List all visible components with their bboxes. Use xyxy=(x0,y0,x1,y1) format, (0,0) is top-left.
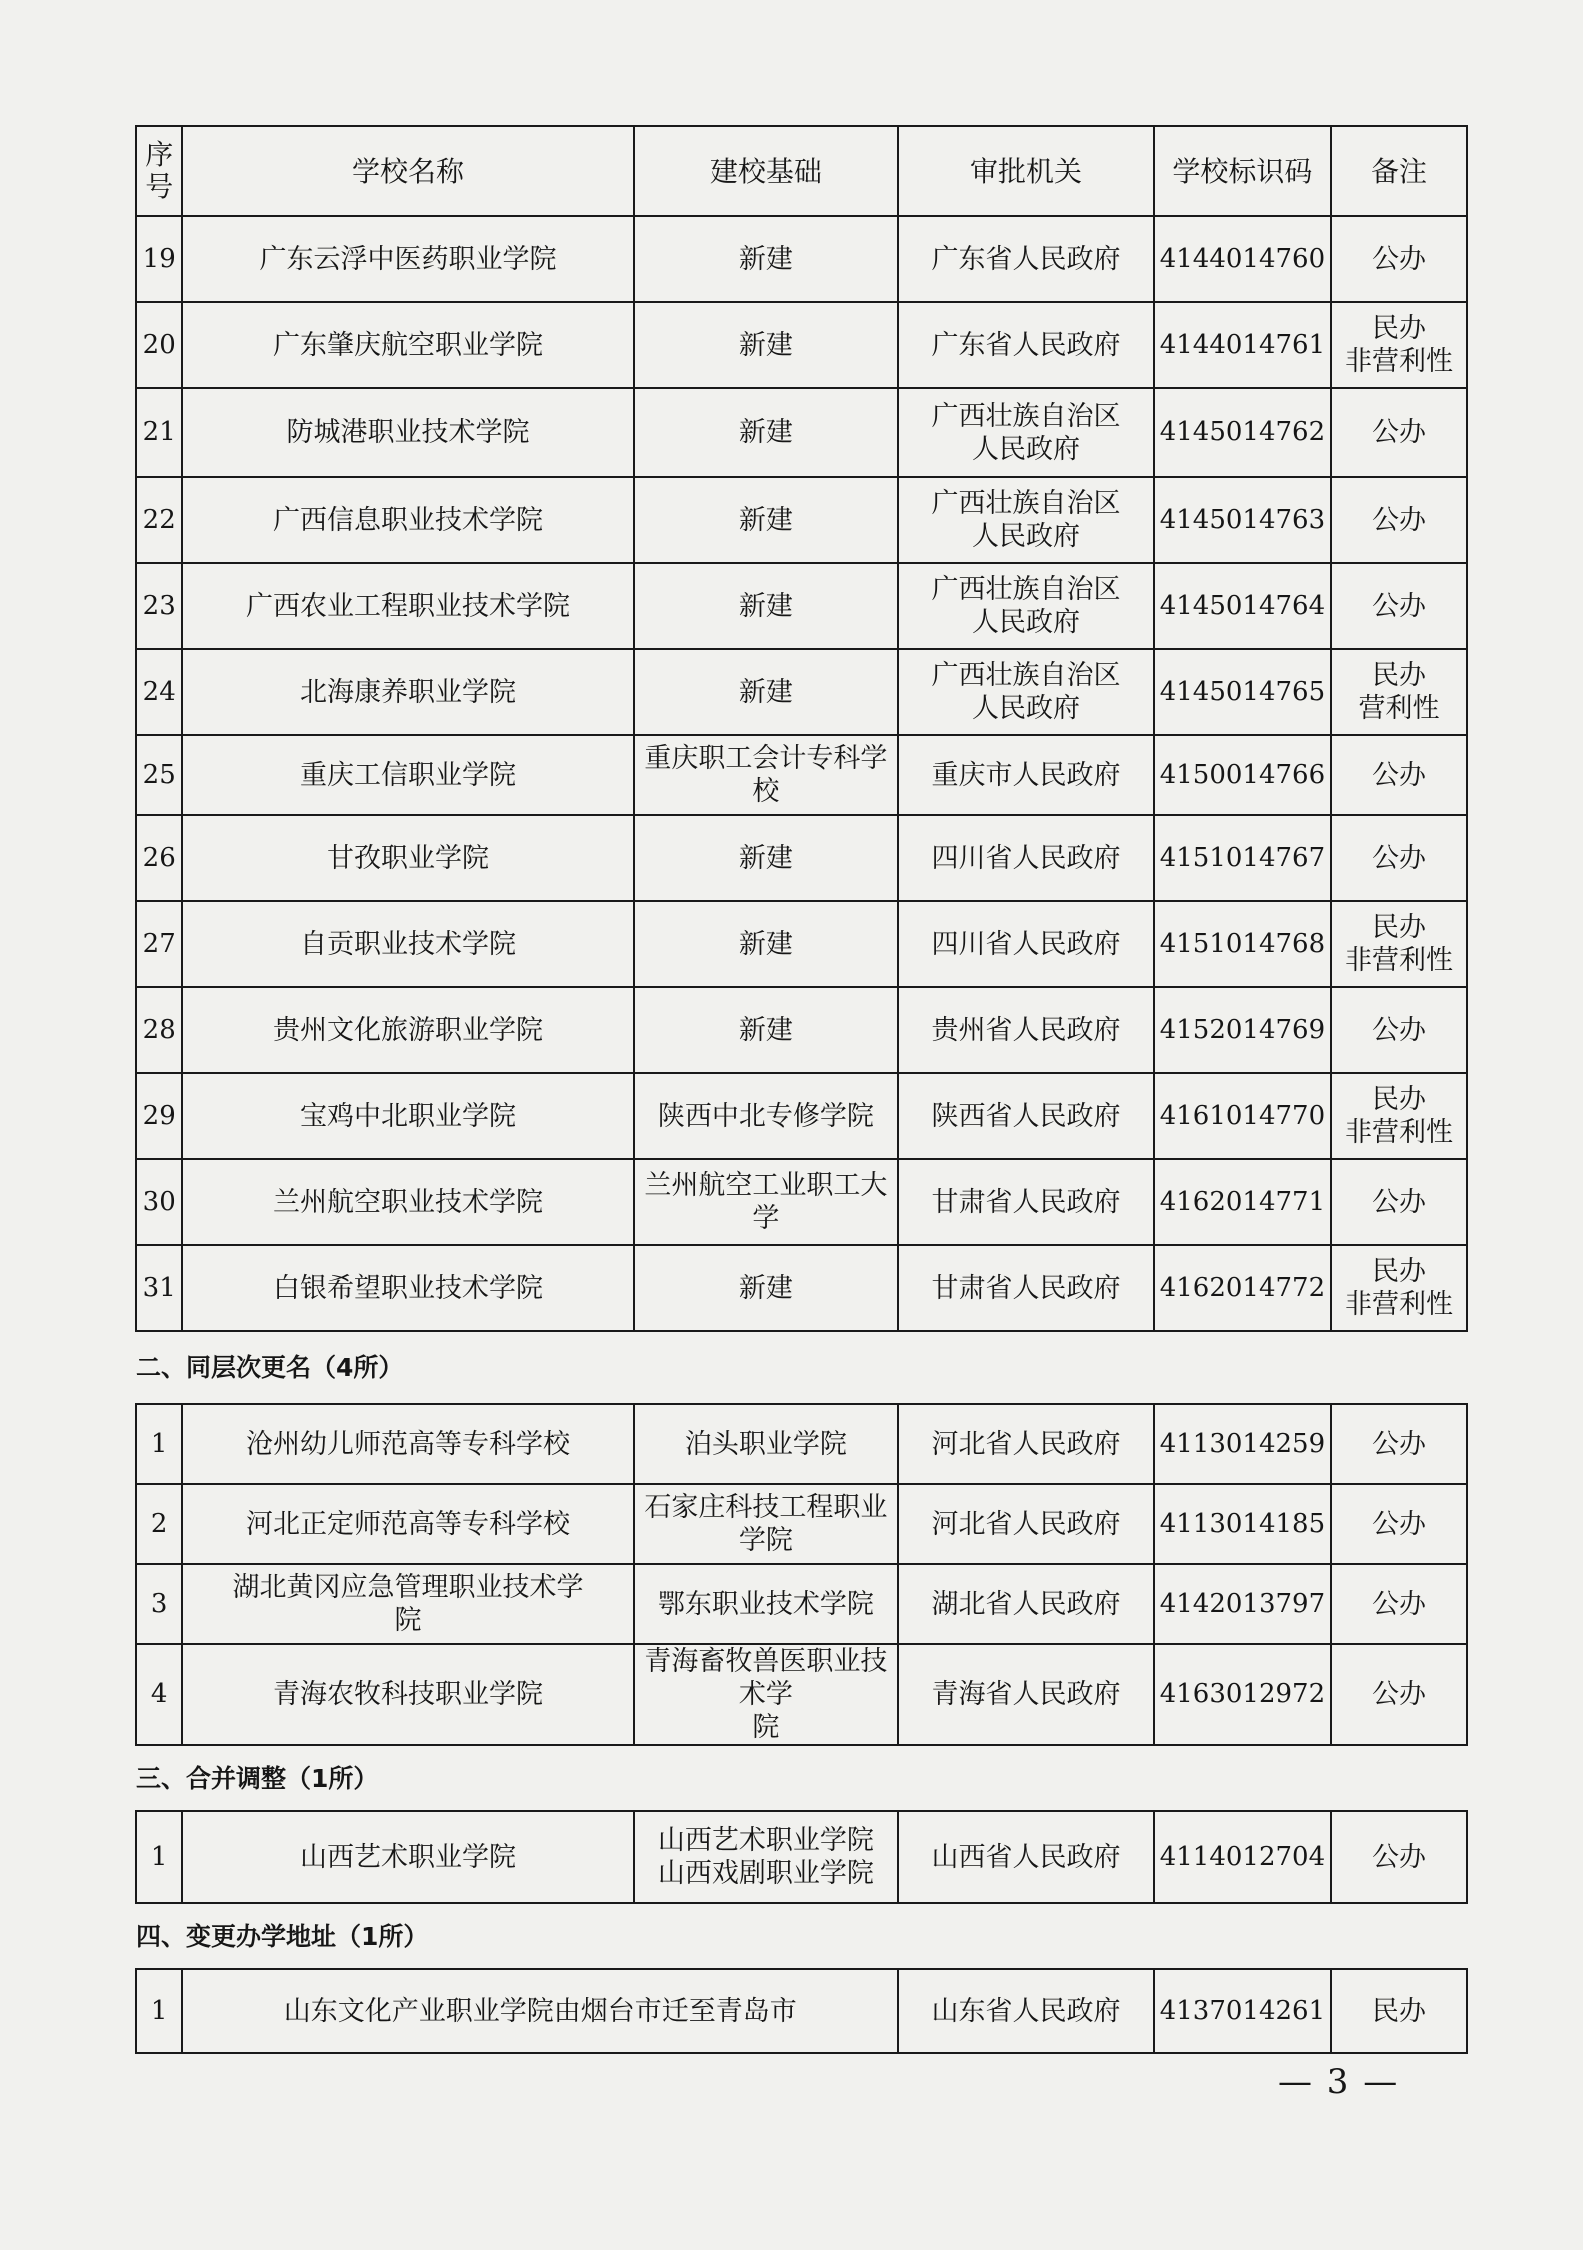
remark-cell-line: 公办 xyxy=(1371,759,1426,791)
remark-cell xyxy=(1331,302,1467,388)
seq-cell: 22 xyxy=(136,477,182,563)
remark-cell xyxy=(1331,563,1467,649)
seq-cell: 21 xyxy=(136,388,182,477)
basis-cell: 新建 xyxy=(634,216,898,302)
authority-cell-line: 人民政府 xyxy=(972,433,1080,465)
authority-cell: 山东省人民政府 xyxy=(898,1969,1154,2053)
section-title: 四、变更办学地址（1所） xyxy=(136,1903,1467,1969)
table-row xyxy=(136,1245,1467,1331)
remark-cell: 公办 xyxy=(1331,1404,1467,1484)
table-row xyxy=(136,302,1467,388)
authority-cell-line: 重庆市人民政府 xyxy=(931,759,1121,791)
change-content-cell: 山东文化产业职业学院由烟台市迁至青岛市 xyxy=(182,1969,898,2053)
section-title: 二、同层次更名（4所） xyxy=(136,1331,1467,1404)
code-cell: 4152014769 xyxy=(1154,987,1331,1073)
code-cell: 4145014765 xyxy=(1154,649,1331,735)
school-name-cell xyxy=(182,1644,633,1745)
school-name-cell: 自贡职业技术学院 xyxy=(182,901,633,987)
code-cell: 4151014768 xyxy=(1154,901,1331,987)
remark-cell xyxy=(1331,815,1467,901)
code-cell: 4142013797 xyxy=(1154,1564,1331,1644)
authority-cell: 河北省人民政府 xyxy=(898,1404,1154,1484)
remark-cell xyxy=(1331,477,1467,563)
authority-cell-line: 四川省人民政府 xyxy=(931,928,1121,960)
remark-cell-line: 营利性 xyxy=(1358,693,1440,724)
school-table xyxy=(135,125,1468,2054)
school-name-cell: 白银希望职业技术学院 xyxy=(182,1245,633,1331)
remark-cell-line: 公办 xyxy=(1371,417,1426,448)
seq-cell: 31 xyxy=(136,1245,182,1331)
authority-cell xyxy=(898,901,1154,987)
header-basis: 建校基础 xyxy=(634,126,898,216)
table-row xyxy=(136,1969,1467,2053)
basis-cell xyxy=(634,1404,898,1484)
remark-cell-line: 非营利性 xyxy=(1344,346,1453,377)
seq-cell: 20 xyxy=(136,302,182,388)
authority-cell xyxy=(898,1159,1154,1245)
section-row xyxy=(136,1331,1467,1404)
remark-cell xyxy=(1331,1159,1467,1245)
basis-cell-line: 山西艺术职业学院 xyxy=(657,1825,874,1856)
remark-cell-line: 民办 xyxy=(1371,1256,1426,1287)
authority-cell-line: 广西壮族自治区 xyxy=(931,400,1121,432)
remark-cell-line: 公办 xyxy=(1371,1014,1426,1046)
basis-cell: 新建 xyxy=(634,901,898,987)
school-name-cell-line: 沧州幼儿师范高等专科学校 xyxy=(246,1428,571,1460)
authority-cell xyxy=(898,815,1154,901)
remark-cell-line: 公办 xyxy=(1371,1186,1426,1218)
table-row xyxy=(136,901,1467,987)
seq-cell: 3 xyxy=(136,1564,182,1644)
table-row xyxy=(136,477,1467,563)
school-name-cell: 贵州文化旅游职业学院 xyxy=(182,987,633,1073)
school-name-cell: 山西艺术职业学院 xyxy=(182,1811,633,1903)
remark-cell-line: 民办 xyxy=(1371,1084,1426,1115)
basis-cell: 新建 xyxy=(634,477,898,563)
remark-cell xyxy=(1331,735,1467,815)
authority-cell xyxy=(898,388,1154,477)
basis-cell xyxy=(634,1811,898,1903)
seq-cell: 23 xyxy=(136,563,182,649)
table-row xyxy=(136,563,1467,649)
seq-cell: 29 xyxy=(136,1073,182,1159)
basis-cell: 兰州航空工业职工大学 xyxy=(634,1159,898,1245)
authority-cell-line: 四川省人民政府 xyxy=(931,842,1121,874)
authority-cell: 青海省人民政府 xyxy=(898,1644,1154,1745)
authority-cell-line: 人民政府 xyxy=(972,607,1080,638)
authority-cell xyxy=(898,649,1154,735)
authority-cell-line: 广东省人民政府 xyxy=(931,329,1121,361)
basis-cell: 新建 xyxy=(634,649,898,735)
code-cell: 4145014762 xyxy=(1154,388,1331,477)
school-name-cell: 兰州航空职业技术学院 xyxy=(182,1159,633,1245)
seq-cell: 4 xyxy=(136,1644,182,1745)
remark-cell xyxy=(1331,1073,1467,1159)
school-name-cell xyxy=(182,1564,633,1644)
basis-cell: 新建 xyxy=(634,388,898,477)
school-name-cell: 重庆工信职业学院 xyxy=(182,735,633,815)
code-cell: 4113014259 xyxy=(1154,1404,1331,1484)
basis-cell-line: 山西戏剧职业学院 xyxy=(657,1858,874,1889)
table-row xyxy=(136,1811,1467,1903)
header-name: 学校名称 xyxy=(182,126,633,216)
code-cell: 4114012704 xyxy=(1154,1811,1331,1903)
school-name-cell: 广西农业工程职业技术学院 xyxy=(182,563,633,649)
code-cell: 4161014770 xyxy=(1154,1073,1331,1159)
remark-cell: 公办 xyxy=(1331,1484,1467,1564)
basis-cell-line: 鄂东职业技术学院 xyxy=(657,1588,874,1620)
seq-cell: 27 xyxy=(136,901,182,987)
authority-cell: 山西省人民政府 xyxy=(898,1811,1154,1903)
table-row xyxy=(136,1564,1467,1644)
code-cell: 4137014261 xyxy=(1154,1969,1331,2053)
remark-cell-line: 民办 xyxy=(1371,912,1426,943)
remark-cell: 公办 xyxy=(1331,1811,1467,1903)
remark-cell-line: 非营利性 xyxy=(1344,1289,1453,1320)
basis-cell-line: 青海畜牧兽医职业技术学 xyxy=(644,1646,888,1710)
remark-cell-line: 公办 xyxy=(1371,243,1426,275)
basis-cell: 新建 xyxy=(634,563,898,649)
authority-cell xyxy=(898,1245,1154,1331)
authority-cell-line: 广东省人民政府 xyxy=(931,243,1121,275)
authority-cell xyxy=(898,1073,1154,1159)
seq-cell: 25 xyxy=(136,735,182,815)
table-header-row xyxy=(136,126,1467,216)
authority-cell xyxy=(898,735,1154,815)
remark-cell-line: 非营利性 xyxy=(1344,1117,1453,1148)
remark-cell: 公办 xyxy=(1331,1644,1467,1745)
remark-cell-line: 非营利性 xyxy=(1344,945,1453,976)
section-title: 三、合并调整（1所） xyxy=(136,1745,1467,1811)
basis-cell: 重庆职工会计专科学校 xyxy=(634,735,898,815)
code-cell: 4145014763 xyxy=(1154,477,1331,563)
seq-cell: 28 xyxy=(136,987,182,1073)
remark-cell-line: 民办 xyxy=(1371,313,1426,344)
school-name-cell-line: 河北正定师范高等专科学校 xyxy=(246,1508,571,1540)
remark-cell xyxy=(1331,1245,1467,1331)
school-name-cell: 宝鸡中北职业学院 xyxy=(182,1073,633,1159)
remark-cell xyxy=(1331,388,1467,477)
school-name-cell: 广东云浮中医药职业学院 xyxy=(182,216,633,302)
seq-cell: 1 xyxy=(136,1811,182,1903)
school-name-cell: 防城港职业技术学院 xyxy=(182,388,633,477)
authority-cell xyxy=(898,987,1154,1073)
remark-cell xyxy=(1331,987,1467,1073)
table-row xyxy=(136,1404,1467,1484)
school-name-cell: 广西信息职业技术学院 xyxy=(182,477,633,563)
authority-cell-line: 甘肃省人民政府 xyxy=(931,1272,1121,1304)
header-authority: 审批机关 xyxy=(898,126,1154,216)
basis-cell xyxy=(634,1564,898,1644)
header-seq: 序号 xyxy=(136,126,182,216)
code-cell: 4144014761 xyxy=(1154,302,1331,388)
table-row xyxy=(136,987,1467,1073)
seq-cell: 1 xyxy=(136,1969,182,2053)
school-name-cell xyxy=(182,1484,633,1564)
table-row xyxy=(136,216,1467,302)
code-cell: 4163012972 xyxy=(1154,1644,1331,1745)
basis-cell-line: 石家庄科技工程职业学院 xyxy=(644,1492,888,1556)
school-name-cell-line: 湖北黄冈应急管理职业技术学 xyxy=(232,1572,584,1603)
remark-cell-line: 民办 xyxy=(1371,660,1426,691)
table-row xyxy=(136,1644,1467,1745)
authority-cell-line: 贵州省人民政府 xyxy=(931,1014,1121,1046)
seq-cell: 2 xyxy=(136,1484,182,1564)
authority-cell xyxy=(898,563,1154,649)
code-cell: 4144014760 xyxy=(1154,216,1331,302)
basis-cell-line: 院 xyxy=(752,1712,780,1743)
code-cell: 4150014766 xyxy=(1154,735,1331,815)
table-row xyxy=(136,649,1467,735)
code-cell: 4145014764 xyxy=(1154,563,1331,649)
school-name-cell-line: 院 xyxy=(394,1605,422,1636)
basis-cell: 陕西中北专修学院 xyxy=(634,1073,898,1159)
table-row xyxy=(136,1484,1467,1564)
table-row xyxy=(136,815,1467,901)
code-cell: 4113014185 xyxy=(1154,1484,1331,1564)
basis-cell xyxy=(634,1484,898,1564)
seq-cell: 30 xyxy=(136,1159,182,1245)
header-remark: 备注 xyxy=(1331,126,1467,216)
page-number: — 3 — xyxy=(1278,2062,1400,2102)
authority-cell xyxy=(898,477,1154,563)
remark-cell-line: 公办 xyxy=(1371,504,1426,536)
authority-cell-line: 人民政府 xyxy=(972,521,1080,552)
remark-cell-line: 公办 xyxy=(1371,842,1426,874)
authority-cell-line: 广西壮族自治区 xyxy=(931,660,1121,691)
seq-cell: 24 xyxy=(136,649,182,735)
authority-cell-line: 陕西省人民政府 xyxy=(931,1100,1121,1132)
seq-cell: 26 xyxy=(136,815,182,901)
basis-cell-line: 泊头职业学院 xyxy=(684,1428,847,1460)
school-name-cell: 北海康养职业学院 xyxy=(182,649,633,735)
authority-cell-line: 人民政府 xyxy=(972,693,1080,724)
authority-cell-line: 广西壮族自治区 xyxy=(931,488,1121,519)
school-name-cell: 广东肇庆航空职业学院 xyxy=(182,302,633,388)
school-name-cell xyxy=(182,1404,633,1484)
section-row xyxy=(136,1903,1467,1969)
remark-cell: 公办 xyxy=(1331,1564,1467,1644)
header-code: 学校标识码 xyxy=(1154,126,1331,216)
table-row xyxy=(136,1159,1467,1245)
authority-cell: 湖北省人民政府 xyxy=(898,1564,1154,1644)
table-row xyxy=(136,1073,1467,1159)
basis-cell: 新建 xyxy=(634,815,898,901)
authority-cell: 河北省人民政府 xyxy=(898,1484,1154,1564)
remark-cell xyxy=(1331,649,1467,735)
authority-cell xyxy=(898,216,1154,302)
authority-cell xyxy=(898,302,1154,388)
school-name-cell: 甘孜职业学院 xyxy=(182,815,633,901)
basis-cell xyxy=(634,1644,898,1745)
basis-cell: 新建 xyxy=(634,302,898,388)
code-cell: 4151014767 xyxy=(1154,815,1331,901)
section-row xyxy=(136,1745,1467,1811)
code-cell: 4162014772 xyxy=(1154,1245,1331,1331)
table-row xyxy=(136,735,1467,815)
remark-cell xyxy=(1331,901,1467,987)
remark-cell-line: 公办 xyxy=(1371,590,1426,622)
authority-cell-line: 甘肃省人民政府 xyxy=(931,1186,1121,1218)
remark-cell xyxy=(1331,216,1467,302)
remark-cell: 民办 xyxy=(1331,1969,1467,2053)
basis-cell: 新建 xyxy=(634,1245,898,1331)
seq-cell: 1 xyxy=(136,1404,182,1484)
table-row xyxy=(136,388,1467,477)
basis-cell: 新建 xyxy=(634,987,898,1073)
seq-cell: 19 xyxy=(136,216,182,302)
code-cell: 4162014771 xyxy=(1154,1159,1331,1245)
authority-cell-line: 广西壮族自治区 xyxy=(931,574,1121,605)
school-name-cell-line: 青海农牧科技职业学院 xyxy=(273,1679,544,1710)
